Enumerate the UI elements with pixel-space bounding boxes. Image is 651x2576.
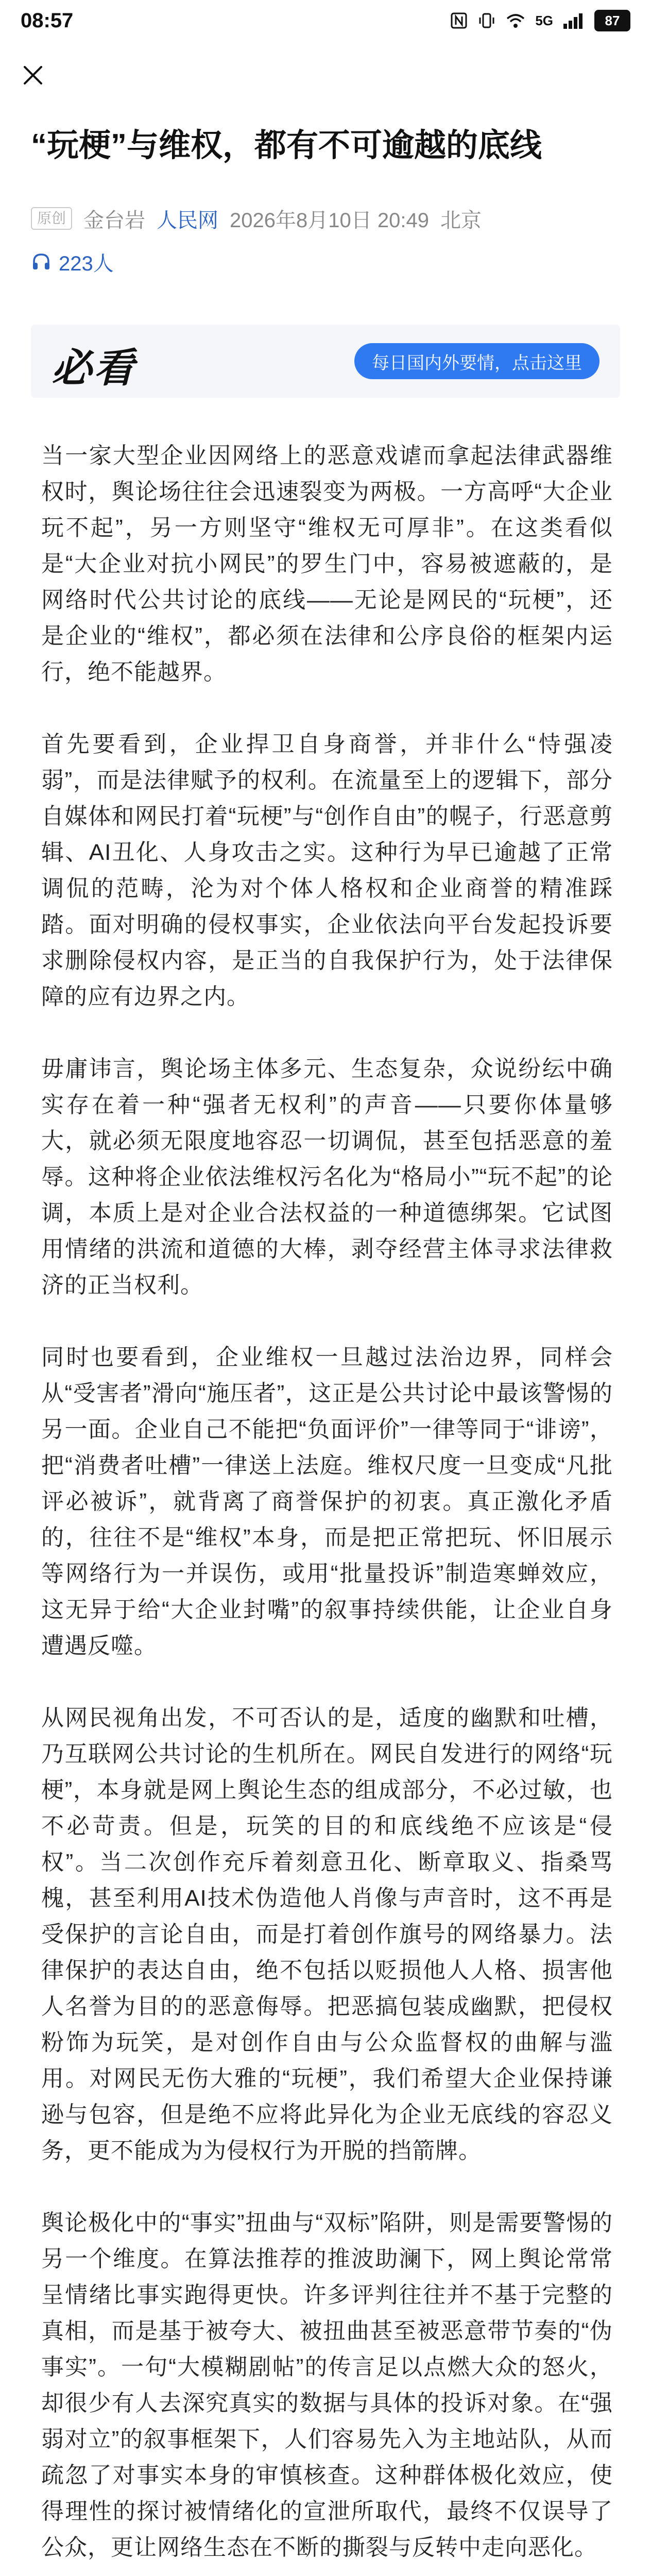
battery-indicator: 87: [594, 10, 630, 31]
banner-button[interactable]: [354, 343, 599, 379]
article-body: [41, 438, 613, 2576]
article-paragraph: 首先要看到，企业捍卫自身商誉，并非什么“恃强凌弱”，而是法律赋予的权利。在流量至上的逻辑下，部分自媒体和网民打着“玩梗”与“创作自由”的幌子，行恶意剪辑、AI丑化、人身攻击之实。这种行为早已逾越了正常调侃的范畴，沦为对个体人格权和企业商誉的精准踩踏。面对明确的侵权事实，企业依法向平台发起投诉要求删除侵权内容，是正当的自我保护行为，处于法律保障的应有边界之内。: [41, 732, 613, 1009]
article-paragraph: 同时也要看到，企业维权一旦越过法治边界，同样会从“受害者”滑向“施压者”，这正是公共讨论中最该警惕的另一面。企业自己不能把“负面评价”一律等同于“诽谤”，把“消费者吐槽”一律送上法庭。维权尺度一旦变成“凡批评必被诉”，就背离了商誉保护的初衷。真正激化矛盾的，往往不是“维权”本身，而是把正常把玩、怀旧展示等网络行为一并误伤，或用“批量投诉”制造寒蝉效应，这无异于给“大企业封嘴”的叙事持续供能，让企业自身遭遇反噬。: [41, 1345, 613, 1658]
vibrate-icon: [477, 11, 496, 30]
close-button[interactable]: [16, 59, 49, 92]
article-paragraph: 从网民视角出发，不可否认的是，适度的幽默和吐槽，乃互联网公共讨论的生机所在。网民自发进行的网络“玩梗”，本身就是网上舆论生态的组成部分，不必过敏，也不必苛责。但是，玩笑的目的和底线绝不应该是“侵权”。当二次创作充斥着刻意丑化、断章取义、指桑骂槐，甚至利用AI技术伪造他人肖像与声音时，这不再是受保护的言论自由，而是打着创作旗号的网络暴力。法律保护的表达自由，绝不包括以贬损他人人格、损害他人名誉为目的的恶意侮辱。把恶搞包装成幽默，把侵权粉饰为玩笑，是对创作自由与公众监督权的曲解与滥用。对网民无伤大雅的“玩梗”，我们希望大企业保持谦逊与包容，但是绝不应将此异化为企业无底线的容忍义务，更不能成为为侵权行为开脱的挡箭牌。: [41, 1705, 613, 2163]
status-right: [450, 10, 630, 31]
status-time: 08:57: [21, 9, 74, 32]
promo-banner[interactable]: [31, 325, 620, 398]
listen-button[interactable]: [31, 247, 114, 276]
status-bar: [0, 0, 651, 41]
headphones-icon: [31, 251, 52, 272]
banner-logo: 必看: [52, 345, 136, 392]
article-paragraph: 毋庸讳言，舆论场主体多元、生态复杂，众说纷纭中确实存在着一种“强者无权利”的声音——只要你体量够大，就必须无限度地容忍一切调侃，甚至包括恶意的羞辱。这种将企业依法维权污名化为“格局小”“玩不起”的论调，本质上是对企业合法权益的一种道德绑架。它试图用情绪的洪流和道德的大棒，剥夺经营主体寻求法律救济的正当权利。: [41, 1056, 613, 1298]
original-badge: 原创: [31, 207, 72, 230]
status-left: [21, 9, 73, 32]
article-title: “玩梗”与维权，都有不可逾越的底线: [31, 128, 542, 163]
publish-location: 北京: [440, 209, 482, 232]
network-type: 5G: [535, 12, 553, 28]
nfc-icon: [450, 11, 468, 30]
banner-button-label: 每日国内外要情，点击这里: [372, 353, 582, 373]
author-name: 金台岩: [83, 209, 146, 232]
nav-bar: [0, 49, 651, 101]
source-link[interactable]: 人民网: [157, 209, 219, 232]
close-icon: [22, 64, 44, 87]
signal-icon: [562, 11, 585, 30]
wifi-icon: [505, 11, 526, 30]
article-paragraph: 舆论极化中的“事实”扭曲与“双标”陷阱，则是需要警惕的另一个维度。在算法推荐的推波助澜下，网上舆论常常呈情绪比事实跑得更快。许多评判往往并不基于完整的真相，而是基于被夸大、被扭曲甚至被恶意带节奏的“伪事实”。一句“大模糊剧帖”的传言足以点燃大众的怒火，却很少有人去深究真实的数据与具体的投诉对象。在“强弱对立”的叙事框架下，人们容易先入为主地站队，从而疏忽了对事实本身的审慎核查。这种群体极化效应，使得理性的探讨被情绪化的宣泄所取代，最终不仅误导了公众，更让网络生态在不断的撕裂与反转中走向恶化。: [41, 2210, 613, 2560]
listener-count: 223人: [59, 252, 114, 275]
publish-datetime: 2026年8月10日 20:49: [230, 209, 429, 232]
article-meta: [31, 204, 623, 233]
article-paragraph: 当一家大型企业因网络上的恶意戏谑而拿起法律武器维权时，舆论场往往会迅速裂变为两极。一方高呼“大企业玩不起”，另一方则坚守“维权无可厚非”。在这类看似是“大企业对抗小网民”的罗生门中，容易被遮蔽的，是网络时代公共讨论的底线——无论是网民的“玩梗”，还是企业的“维权”，都必须在法律和公序良俗的框架内运行，绝不能越界。: [41, 443, 613, 685]
